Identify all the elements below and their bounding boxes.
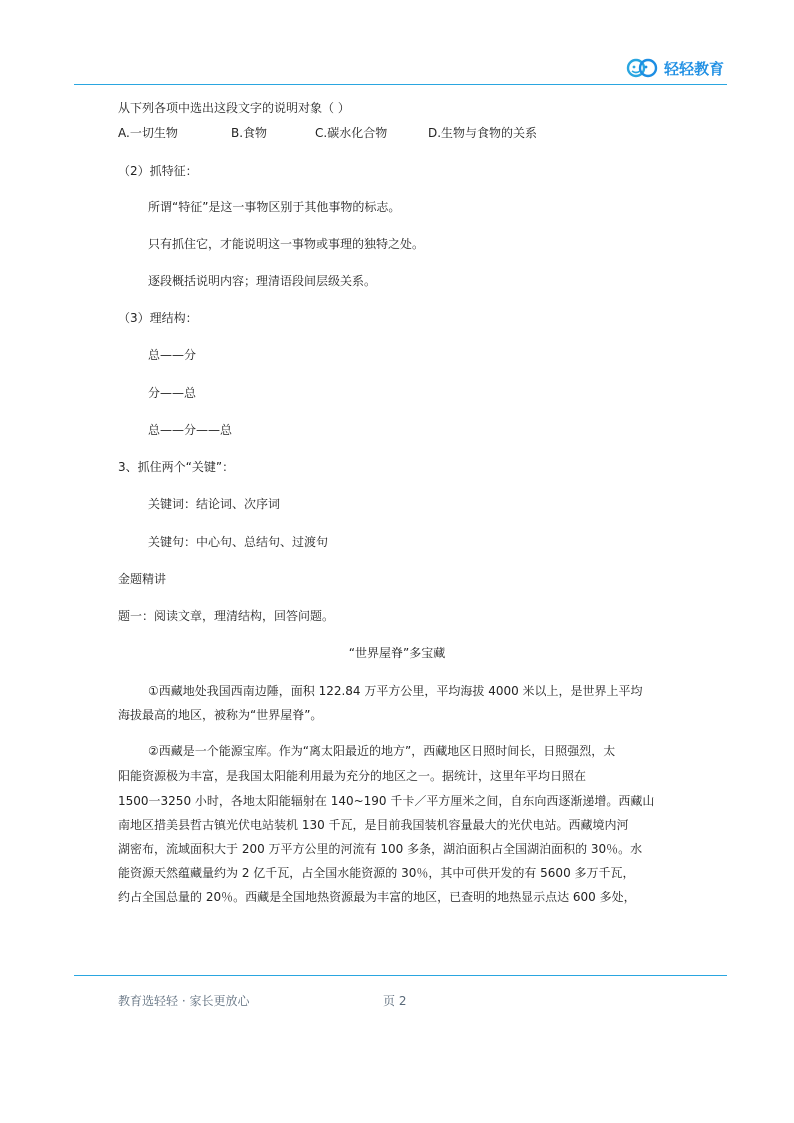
para1-line: ①西藏地处我国西南边陲，面积 122.84 万平方公里，平均海拔 4000 米以上，是世界上平均 <box>148 684 643 698</box>
header-rule <box>74 84 727 85</box>
footer-rule <box>74 975 727 976</box>
question-prompt: 从下列各项中选出这段文字的说明对象（ ） <box>118 101 350 115</box>
para2-line: 约占全国总量的 20％。西藏是全国地热资源最为丰富的地区，已查明的地热显示点达 600 多处， <box>118 890 636 904</box>
option-c: C.碳水化合物 <box>315 126 388 140</box>
para2-line: 阳能资源极为丰富，是我国太阳能利用最为充分的地区之一。据统计，这里年平均日照在 <box>118 769 587 783</box>
section2-line: 只有抓住它，才能说明这一事物或事理的独特之处。 <box>148 237 425 251</box>
option-d: D.生物与食物的关系 <box>428 126 538 140</box>
structure-line: 总——分——总 <box>148 423 233 437</box>
structure-line: 总——分 <box>148 348 197 362</box>
exercise-line: 题一：阅读文章，理清结构，回答问题。 <box>118 609 335 623</box>
gold-heading: 金题精讲 <box>118 572 167 586</box>
keyword-line: 关键词：结论词、次序词 <box>148 497 281 511</box>
point3-heading: 3、抓住两个“关键”： <box>118 460 235 474</box>
para2-line: 南地区措美县哲古镇光伏电站装机 130 千瓦，是目前我国装机容量最大的光伏电站。西藏境内河 <box>118 818 629 832</box>
logo-text: 轻轻教育 <box>664 59 725 78</box>
article-title: “世界屋脊”多宝藏 <box>348 646 446 660</box>
para1-line: 海拔最高的地区，被称为“世界屋脊”。 <box>118 708 323 722</box>
brand-logo <box>626 56 724 80</box>
para2-line: ②西藏是一个能源宝库。作为“离太阳最近的地方”，西藏地区日照时间长，日照强烈，太 <box>148 744 616 758</box>
para2-line: 能资源天然蕴藏量约为 2 亿千瓦，占全国水能资源的 30％，其中可供开发的有 5600 多万千瓦， <box>118 866 635 880</box>
footer-slogan: 教育选轻轻 · 家长更放心 <box>118 994 250 1008</box>
section2-heading: （2）抓特征： <box>118 164 198 178</box>
para2-line: 1500一3250 小时，各地太阳能辐射在 140~190 千卡／平方厘米之间，自东向西逐渐递增。西藏山 <box>118 794 655 808</box>
option-b: B.食物 <box>231 126 268 140</box>
section2-line: 逐段概括说明内容；理清语段间层级关系。 <box>148 274 377 288</box>
section2-line: 所谓“特征”是这一事物区别于其他事物的标志。 <box>148 200 401 214</box>
section3-heading: （3）理结构： <box>118 311 198 325</box>
option-a: A.一切生物 <box>118 126 178 140</box>
keysentence-line: 关键句：中心句、总结句、过渡句 <box>148 535 329 549</box>
qq-logo-icon <box>626 57 660 79</box>
structure-line: 分——总 <box>148 386 197 400</box>
para2-line: 湖密布，流域面积大于 200 万平方公里的河流有 100 多条，湖泊面积占全国湖泊面积的 30％。水 <box>118 842 643 856</box>
page-number: 页 2 <box>383 994 407 1008</box>
